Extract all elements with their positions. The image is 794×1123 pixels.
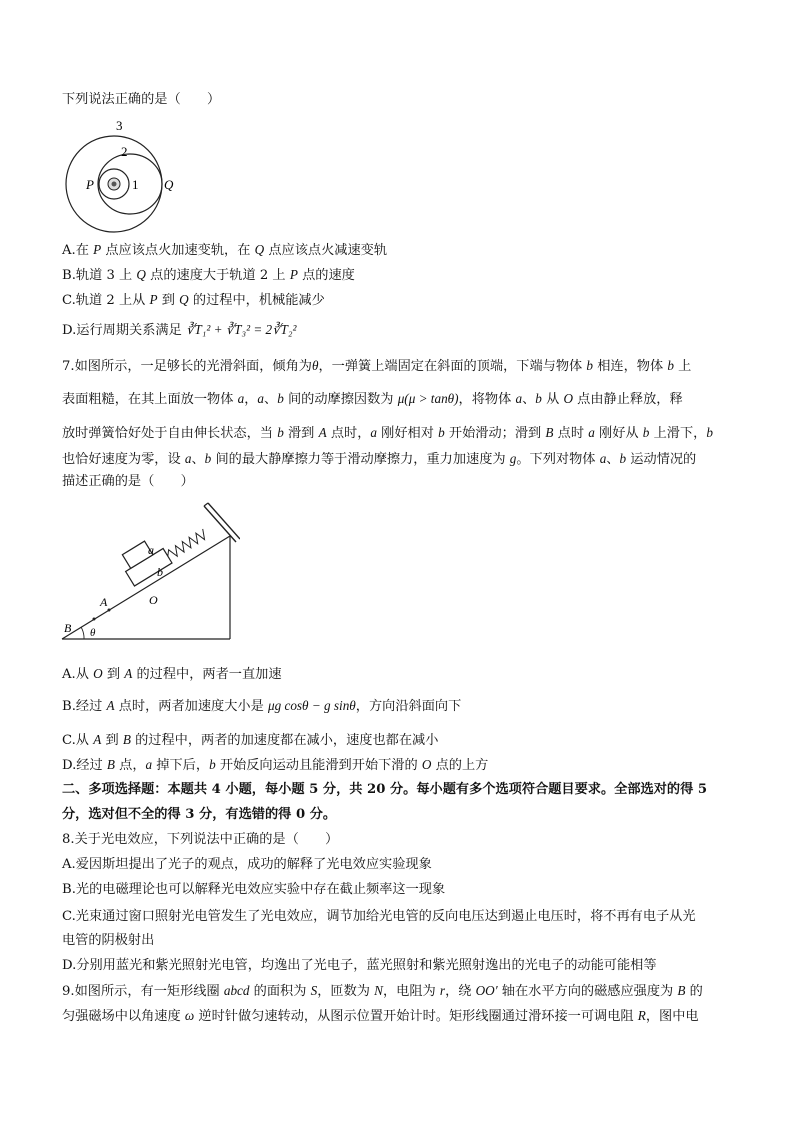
q7-line-4: 也恰好速度为零，设 a、b 间的最大静摩擦力等于滑动摩擦力，重力加速度为 g。下列对物体 a、b 运动情况的	[62, 451, 697, 467]
point-A-label: A	[100, 595, 108, 609]
point-Q-label: Q	[164, 177, 174, 192]
q7-line-2: 表面粗糙，在其上面放一物体 a，a、b 间的动摩擦因数为 μ(μ > tanθ)，将物体 a、b 从 O 点由静止释放，释	[62, 391, 683, 407]
period-relation-formula: ∛T₁² + ∛T₃² = 2∛T₂²	[186, 322, 297, 337]
q7-option-b: B.经过 A 点时，两者加速度大小是 μg cosθ − g sinθ，方向沿斜面向下	[62, 698, 462, 714]
q7-option-c: C.从 A 到 B 的过程中，两者的加速度都在减小，速度也都在减小	[62, 732, 439, 748]
q8-option-d: D.分别用蓝光和紫光照射光电管，均逸出了光电子，蓝光照射和紫光照射逸出的光电子的动能可能相等	[62, 958, 657, 973]
q9-line-1: 9.如图所示，有一矩形线圈 abcd 的面积为 S，匝数为 N，电阻为 r，绕 OO′ 轴在水平方向的磁感应强度为 B 的	[62, 983, 703, 999]
q8-option-b: B.光的电磁理论也可以解释光电效应实验中存在截止频率这一现象	[62, 882, 446, 897]
point-O-label: O	[149, 593, 158, 607]
point-P-label: P	[86, 177, 94, 192]
angle-theta-label: θ	[90, 627, 96, 639]
section-2-heading-cont: 分，选对但不全的得 3 分，有选错的得 0 分。	[62, 807, 337, 822]
q6-option-a: A.在 P 点应该点火加速变轨，在 Q 点应该点火减速变轨	[62, 242, 388, 258]
q6-option-b: B.轨道 3 上 Q 点的速度大于轨道 2 上 P 点的速度	[62, 267, 355, 283]
q7-line-1: 7.如图所示，一足够长的光滑斜面，倾角为θ，一弹簧上端固定在斜面的顶端，下端与物体 b 相连，物体 b 上	[62, 358, 692, 374]
orbit-label-3: 3	[116, 118, 123, 133]
q6-option-d: D.运行周期关系满足 ∛T₁² + ∛T₃² = 2∛T₂²	[62, 322, 297, 338]
q7-option-a: A.从 O 到 A 的过程中，两者一直加速	[62, 666, 282, 682]
incline-diagram	[60, 500, 240, 646]
block-b-label: b	[157, 565, 163, 579]
q8-option-a: A.爱因斯坦提出了光子的观点，成功的解释了光电效应实验现象	[62, 857, 432, 872]
question-6-prompt: 下列说法正确的是（ ）	[62, 92, 221, 107]
q9-line-2: 匀强磁场中以角速度 ω 逆时针做匀速转动，从图示位置开始计时。矩形线圈通过滑环接一可调电阻 R，图中电	[62, 1008, 699, 1024]
q7-line-5: 描述正确的是（ ）	[62, 474, 194, 489]
q8-stem: 8.关于光电效应，下列说法中正确的是（ ）	[62, 832, 339, 847]
orbit-diagram	[62, 116, 188, 234]
q8-option-c-cont: 电管的阴极射出	[62, 933, 155, 948]
q7-line-3: 放时弹簧恰好处于自由伸长状态，当 b 滑到 A 点时，a 刚好相对 b 开始滑动；滑到 B 点时 a 刚好从 b 上滑下，b	[62, 425, 713, 441]
q6-option-c: C.轨道 2 上从 P 到 Q 的过程中，机械能减少	[62, 292, 325, 308]
q8-option-c: C.光束通过窗口照射光电管发生了光电效应，调节加给光电管的反向电压达到遏止电压时，将不再有电子从光	[62, 909, 696, 924]
point-B-label: B	[64, 621, 72, 635]
block-a-label: a	[148, 543, 154, 557]
section-2-heading: 二、多项选择题：本题共 4 小题，每小题 5 分，共 20 分。每小题有多个选项符合题目要求。全部选对的得 5	[62, 782, 708, 797]
orbit-label-2: 2	[121, 144, 128, 159]
q7-option-d: D.经过 B 点，a 掉下后，b 开始反向运动且能滑到开始下滑的 O 点的上方	[62, 757, 489, 773]
orbit-label-1: 1	[132, 177, 139, 192]
